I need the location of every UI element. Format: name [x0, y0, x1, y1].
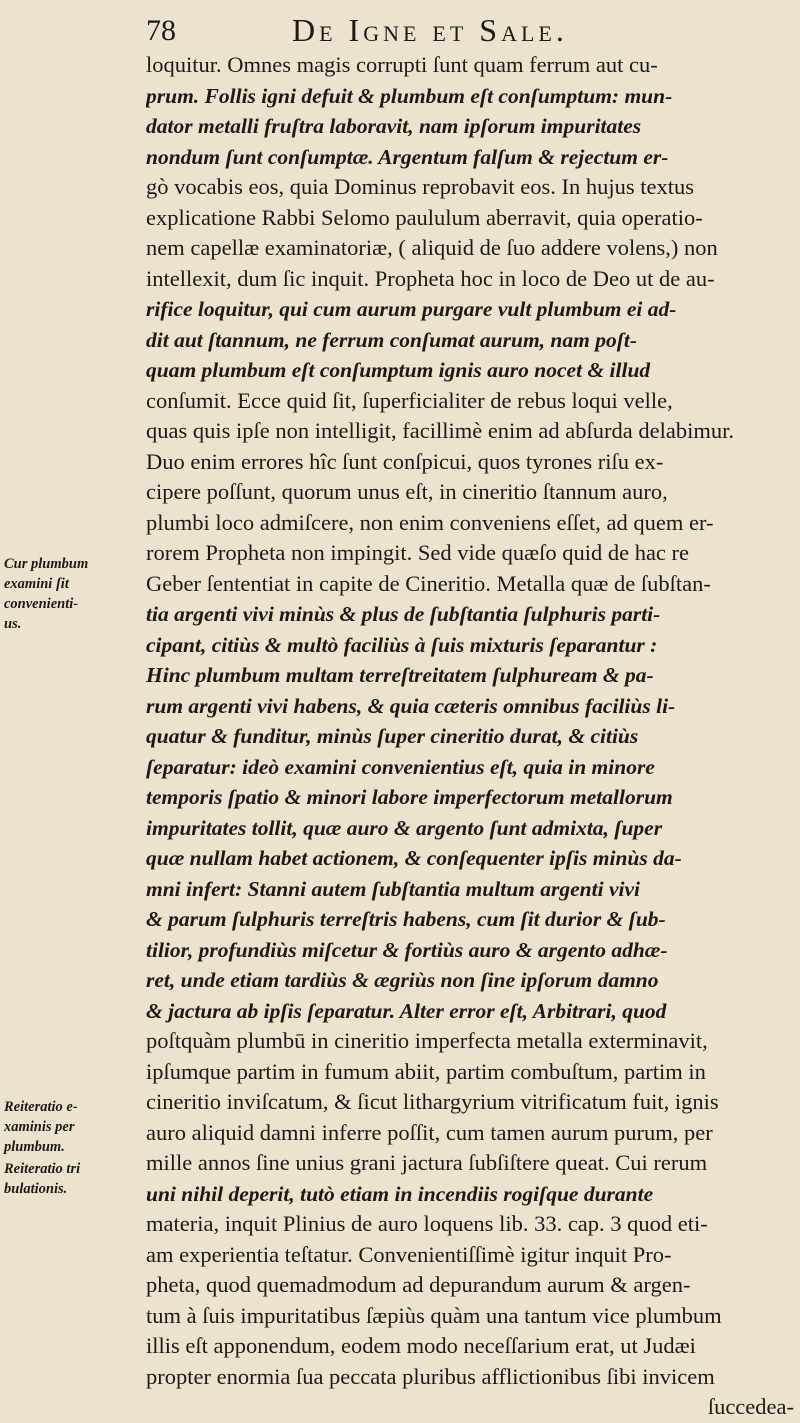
text-line: nondum ſunt conſumptæ. Argentum falſum & rejectum er- — [146, 144, 669, 169]
text-line: materia, inquit Plinius de auro loquens lib. 33. cap. 3 quod eti- — [146, 1211, 708, 1236]
margin-note-line: convenienti- — [4, 596, 79, 612]
text-line: intellexit, dum ſic inquit. Propheta hoc in loco de Deo ut de au- — [146, 265, 715, 291]
text-line: tilior, profundiùs miſcetur & fortiùs auro & argento adhæ- — [146, 937, 668, 962]
text-line: loquitur. Omnes magis corrupti ſunt quam ferrum aut cu- — [146, 52, 658, 77]
margin-note-line: Reiteratio e- — [4, 1099, 78, 1115]
text-line: tum à ſuis impuritatibus ſæpiùs quàm una tantum vice plumbum — [146, 1302, 722, 1328]
text-line: quam plumbum eſt conſumptum ignis auro nocet & illud — [146, 358, 651, 382]
text-line: rorem Propheta non impingit. Sed vide quæſo quid de hac re — [146, 540, 690, 565]
text-line: quatur & funditur, minùs ſuper cineritio durat, & citiùs — [146, 724, 639, 748]
text-line: prum. Follis igni defuit & plumbum eſt conſumptum: mun- — [146, 83, 673, 108]
text-line: am experientia teſtatur. Convenientiſſimè igitur inquit Pro- — [146, 1241, 672, 1267]
text-line: & jactura ab ipſis ſeparatur. Alter error eſt, Arbitrari, quod — [146, 998, 667, 1023]
text-line: plumbi loco admiſcere, non enim conveniens eſſet, ad quem er- — [146, 509, 714, 535]
text-line: poſtquàm plumbū in cineritio imperfecta metalla exterminavit, — [146, 1028, 708, 1053]
page-number: 78 — [146, 14, 176, 47]
margin-note-line: bulationis. — [4, 1181, 68, 1197]
text-line: Duo enim errores hîc ſunt conſpicui, quos tyrones riſu ex- — [146, 448, 664, 474]
text-line: temporis ſpatio & minori labore imperfectorum metallorum — [146, 785, 673, 809]
text-line: conſumit. Ecce quid ſit, ſuperficialiter de rebus loqui velle, — [146, 387, 673, 413]
margin-note — [4, 1159, 124, 1199]
text-line: cipere poſſunt, quorum unus eſt, in cineritio ſtannum auro, — [146, 479, 668, 504]
text-line: pheta, quod quemadmodum ad depurandum aurum & argen- — [146, 1272, 691, 1297]
body-text — [146, 50, 794, 1423]
margin-note-line: examini ſit — [4, 576, 69, 592]
text-line: dator metalli fruſtra laboravit, nam ipſorum impuritates — [146, 114, 642, 138]
text-line: nem capellæ examinatoriæ, ( aliquid de ſuo addere volens,) non — [146, 235, 718, 260]
text-line: explicatione Rabbi Selomo paululum aberravit, quia operatio- — [146, 204, 703, 230]
margin-note-line: us. — [4, 616, 22, 632]
margin-note-line: Cur plumbum — [4, 556, 89, 572]
text-line: ſuccedea- — [707, 1394, 794, 1419]
text-line: & parum ſulphuris terreſtris habens, cum ſit durior & ſub- — [146, 907, 666, 931]
running-title: De Igne et Sale. — [292, 12, 568, 48]
margin-note — [4, 1097, 124, 1157]
margin-note-line: plumbum. — [4, 1139, 65, 1155]
text-line: quæ nullam habet actionem, & conſequenter ipſis minùs da- — [146, 846, 682, 870]
text-line: cipant, citiùs & multò faciliùs à ſuis mixturis ſeparantur : — [146, 632, 658, 657]
text-line: Geber ſententiat in capite de Cineritio. Metalla quæ de ſubſtan- — [146, 570, 711, 596]
text-line: ſeparatur: ideò examini convenientius eſt, quia in minore — [146, 754, 655, 779]
text-line: rifice loquitur, qui cum aurum purgare vult plumbum ei ad- — [146, 297, 677, 321]
margin-note-line: xaminis per — [4, 1119, 75, 1135]
text-line: quas quis ipſe non intelligit, facillimè enim ad abſurda delabimur. — [146, 418, 734, 443]
margin-note — [4, 554, 124, 634]
text-line: rum argenti vivi habens, & quia cæteris omnibus faciliùs li- — [146, 693, 676, 718]
margin-note-line: Reiteratio tri — [4, 1161, 81, 1177]
text-line: uni nihil deperit, tutò etiam in incendiis rogiſque durante — [146, 1181, 654, 1206]
text-line: ret, unde etiam tardiùs & ægriùs non ſine ipſorum damno — [146, 968, 659, 992]
text-line: cineritio inviſcatum, & ſicut lithargyrium vitrificatum fuit, ignis — [146, 1089, 719, 1114]
text-line: impuritates tollit, quæ auro & argento ſunt admixta, ſuper — [146, 815, 663, 840]
text-line: mille annos ſine unius grani jactura ſubſiſtere queat. Cui rerum — [146, 1150, 708, 1175]
text-line: auro aliquid damni inferre poſſit, cum tamen aurum purum, per — [146, 1119, 713, 1145]
page-header — [142, 8, 782, 48]
text-line: Hinc plumbum multam terreſtreitatem ſulphuream & pa- — [146, 663, 654, 687]
text-line: propter enormia ſua peccata pluribus afflictionibus ſibi invicem — [146, 1363, 715, 1389]
text-line: mni infert: Stanni autem ſubſtantia multum argenti vivi — [146, 876, 640, 901]
text-line: illis eſt apponendum, eodem modo neceſſarium erat, ut Judæi — [146, 1333, 696, 1358]
text-line: tia argenti vivi minùs & plus de ſubſtantia ſulphuris parti- — [146, 602, 661, 626]
text-line: gò vocabis eos, quia Dominus reprobavit eos. In hujus textus — [146, 174, 695, 199]
text-line: ipſumque partim in fumum abiit, partim combuſtum, partim in — [146, 1058, 706, 1084]
text-line: dit aut ſtannum, ne ferrum conſumat aurum, nam poſt- — [146, 327, 638, 352]
